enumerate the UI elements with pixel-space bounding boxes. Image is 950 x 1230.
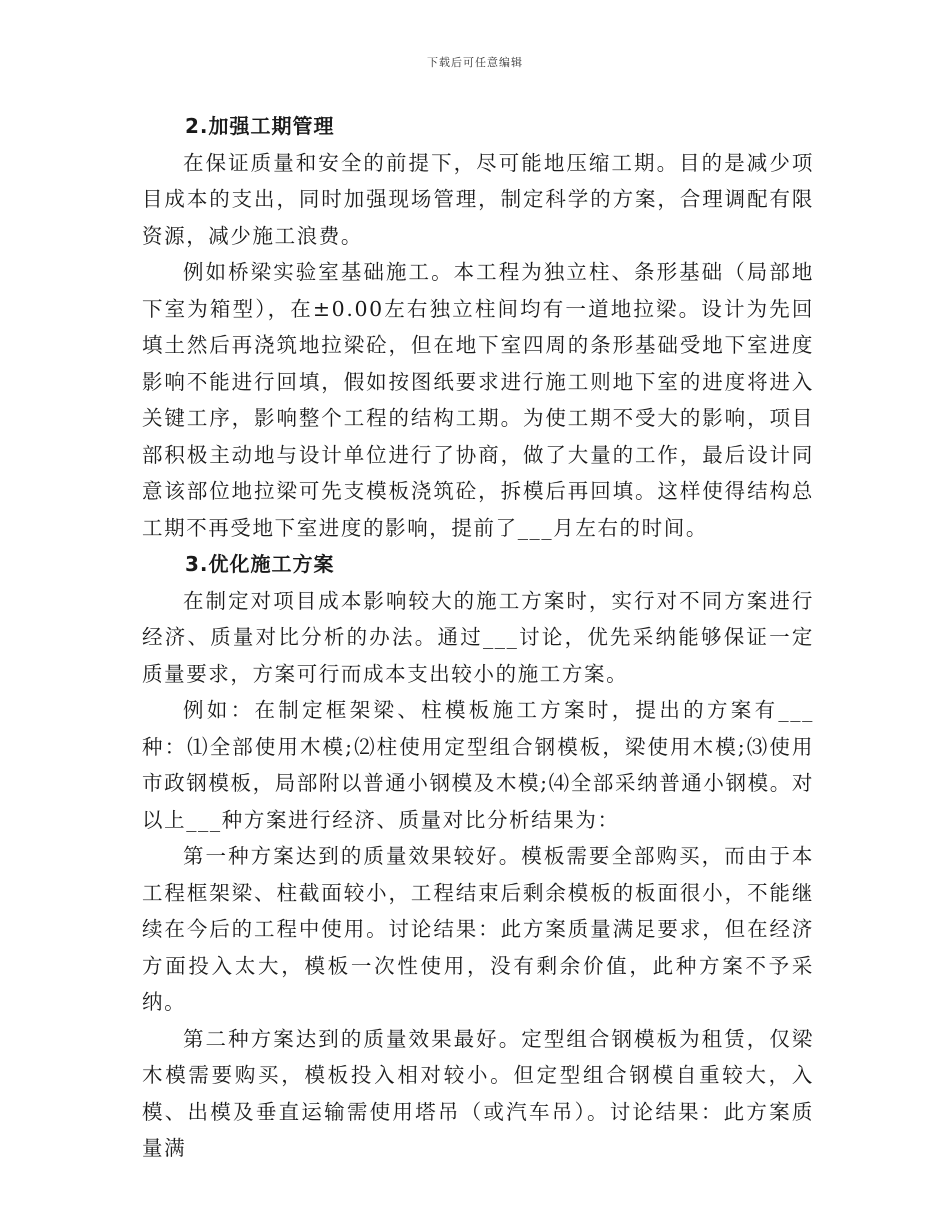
paragraph: 在保证质量和安全的前提下，尽可能地压缩工期。目的是减少项目成本的支出，同时加强现场管理，制定科学的方案，合理调配有限资源，减少施工浪费。 (142, 150, 814, 248)
paragraph: 在制定对项目成本影响较大的施工方案时，实行对不同方案进行经济、质量对比分析的办法。通过___讨论，优先采纳能够保证一定质量要求，方案可行而成本支出较小的施工方案。 (142, 588, 814, 686)
paragraph: 第一种方案达到的质量效果较好。模板需要全部购买，而由于本工程框架梁、柱截面较小，工程结束后剩余模板的板面很小，不能继续在今后的工程中使用。讨论结果：此方案质量满足要求，但在经济方面投入太大，模板一次性使用，没有剩余价值，此种方案不予采纳。 (142, 844, 814, 1014)
paragraph: 例如：在制定框架梁、柱模板施工方案时，提出的方案有___种：⑴全部使用木模;⑵柱使用定型组合钢模板，梁使用木模;⑶使用市政钢模板，局部附以普通小钢模及木模;⑷全部采纳普通小钢模。对以上___种方案进行经济、质量对比分析结果为： (142, 698, 814, 832)
paragraph: 第二种方案达到的质量效果最好。定型组合钢模板为租赁，仅梁木模需要购买，模板投入相对较小。但定型组合钢模自重较大，入模、出模及垂直运输需使用塔吊（或汽车吊）。讨论结果：此方案质量满 (142, 1026, 814, 1160)
section-heading-schedule: 2.加强工期管理 (185, 114, 335, 138)
document-body (142, 108, 814, 1167)
page-header: 下载后可任意编辑 (427, 56, 523, 69)
section-heading-optimize-plan: 3.优化施工方案 (185, 552, 335, 576)
paragraph: 例如桥梁实验室基础施工。本工程为独立柱、条形基础（局部地下室为箱型），在±0.00左右独立柱间均有一道地拉梁。设计为先回填土然后再浇筑地拉梁砼，但在地下室四周的条形基础受地下室进度影响不能进行回填，假如按图纸要求进行施工则地下室的进度将进入关键工序，影响整个工程的结构工期。为使工期不受大的影响，项目部积极主动地与设计单位进行了协商，做了大量的工作，最后设计同意该部位地拉梁可先支模板浇筑砼，拆模后再回填。这样使得结构总工期不再受地下室进度的影响，提前了___月左右的时间。 (142, 260, 814, 540)
